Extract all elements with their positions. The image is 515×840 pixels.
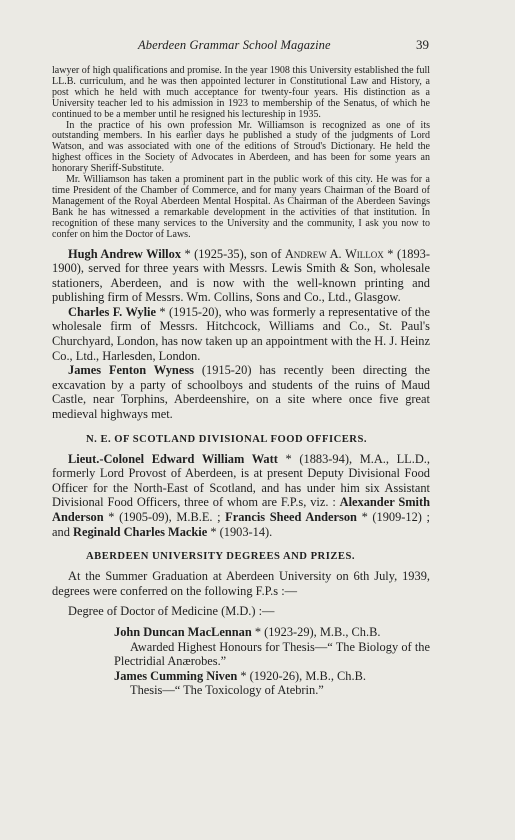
degrees-intro: At the Summer Graduation at Aberdeen University on 6th July, 1939, degrees were conferred on the following F.P.s :—: [52, 569, 430, 598]
wylie-note: Charles F. Wylie * (1915-20), who was formerly a representative of the wholesale firm of Messrs. Hitchcock, Williams and Co., St. Paul's Churchyard, London, has now taken up an appointment with the H. J. Heinz Co., Ltd., Harlesden, London.: [52, 304, 431, 363]
degree-entry: James Cumming Niven * (1920-26), M.B., Ch.B. Thesis—“ The Toxicology of Atebrin.”: [114, 668, 366, 698]
section-heading: N. E. OF SCOTLAND DIVISIONAL FOOD OFFICERS.: [86, 433, 367, 445]
section-heading: ABERDEEN UNIVERSITY DEGREES AND PRIZES.: [86, 551, 356, 563]
citation-paragraph: lawyer of high qualifications and promise. In the year 1908 this University established the full LL.B. curriculum, and he was then appointed lecturer in Constitutional Law and History, a post which he held with much acceptance for twenty-four years. His distinction as a University teacher led to his admission in 1923 to membership of the Senatus, of which he continued to be a member until he resigned his lectureship in 1935.: [52, 65, 430, 120]
person-name: James Fenton Wyness: [68, 363, 194, 378]
citation-paragraph: In the practice of his own profession Mr. Williamson is recognized as one of its outstanding members. In his earlier days he published a study of the judgments of Lord Watson, and was associated with one of the editions of Stroud's Dictionary. He held the highest offices in the Society of Advocates in Aberdeen, and has been for some years an honorary Sheriff-Substitute.: [52, 119, 430, 175]
citation-paragraph: Mr. Williamson has taken a prominent part in the public work of this city. He was for a time President of the Chamber of Commerce, and for many years Chairman of the Board of Management of the Royal Aberdeen Mental Hospital. As Chairman of the Aberdeen Savings Bank he has witnessed a remarkable development in the activities of that institution. In recognition of these many services to the University and the community, I ask you now to confer on him the Doctor of Laws.: [52, 174, 430, 240]
willox-note: Hugh Andrew Willox * (1925-35), son of Andrew A. Willox * (1893-1900), served for three years with Messrs. Lewis Smith & Son, wholesale stationers, Aberdeen, and is now with the well-known printing and publishing firm of Messrs. Wm. Collins, Sons and Co., Ltd., Glasgow.: [52, 246, 430, 305]
running-title: Aberdeen Grammar School Magazine: [138, 38, 331, 52]
food-officers-note: Lieut.-Colonel Edward William Watt * (1883-94), M.A., LL.D., formerly Lord Provost of Aberdeen, is at present Deputy Divisional Food Officer for the North-East of Scotland, and has under him six Assistant Divisional Food Officers, three of whom are F.P.s, viz. : Alexander Smith Anderson * (1905-09), M.B.E. ; Francis Sheed Anderson * (1909-12) ; and Reginald Charles Mackie * (1903-14).: [52, 451, 431, 539]
person-name: James Cumming Niven: [114, 668, 238, 683]
wyness-note: James Fenton Wyness (1915-20) has recently been directing the excavation by a party of schoolboys and students of the ruins of Maud Castle, near Torphins, Aberdeenshire, on a site where once five great medieval highways met.: [52, 363, 431, 422]
page-body: [52, 66, 430, 698]
citation-section: [52, 66, 430, 241]
degree-label: Degree of Doctor of Medicine (M.D.) :—: [68, 604, 275, 619]
degree-entry: John Duncan MacLennan * (1923-29), M.B., Ch.B. Awarded Highest Honours for Thesis—“ The Biology of the Plectridial Anærobes.”: [114, 624, 430, 669]
page-header: [52, 38, 429, 54]
person-name: Hugh Andrew Willox: [68, 246, 182, 261]
person-name: Lieut.-Colonel Edward William Watt: [68, 451, 278, 466]
person-name: Charles F. Wylie: [68, 304, 156, 319]
notes-section: [52, 247, 430, 698]
page-number: 39: [416, 37, 429, 52]
person-name: Reginald Charles Mackie: [73, 524, 208, 539]
person-name: Alexander Smith Anderson: [52, 495, 431, 524]
person-name: John Duncan MacLennan: [114, 624, 252, 639]
person-name: Francis Sheed Anderson: [225, 510, 357, 524]
